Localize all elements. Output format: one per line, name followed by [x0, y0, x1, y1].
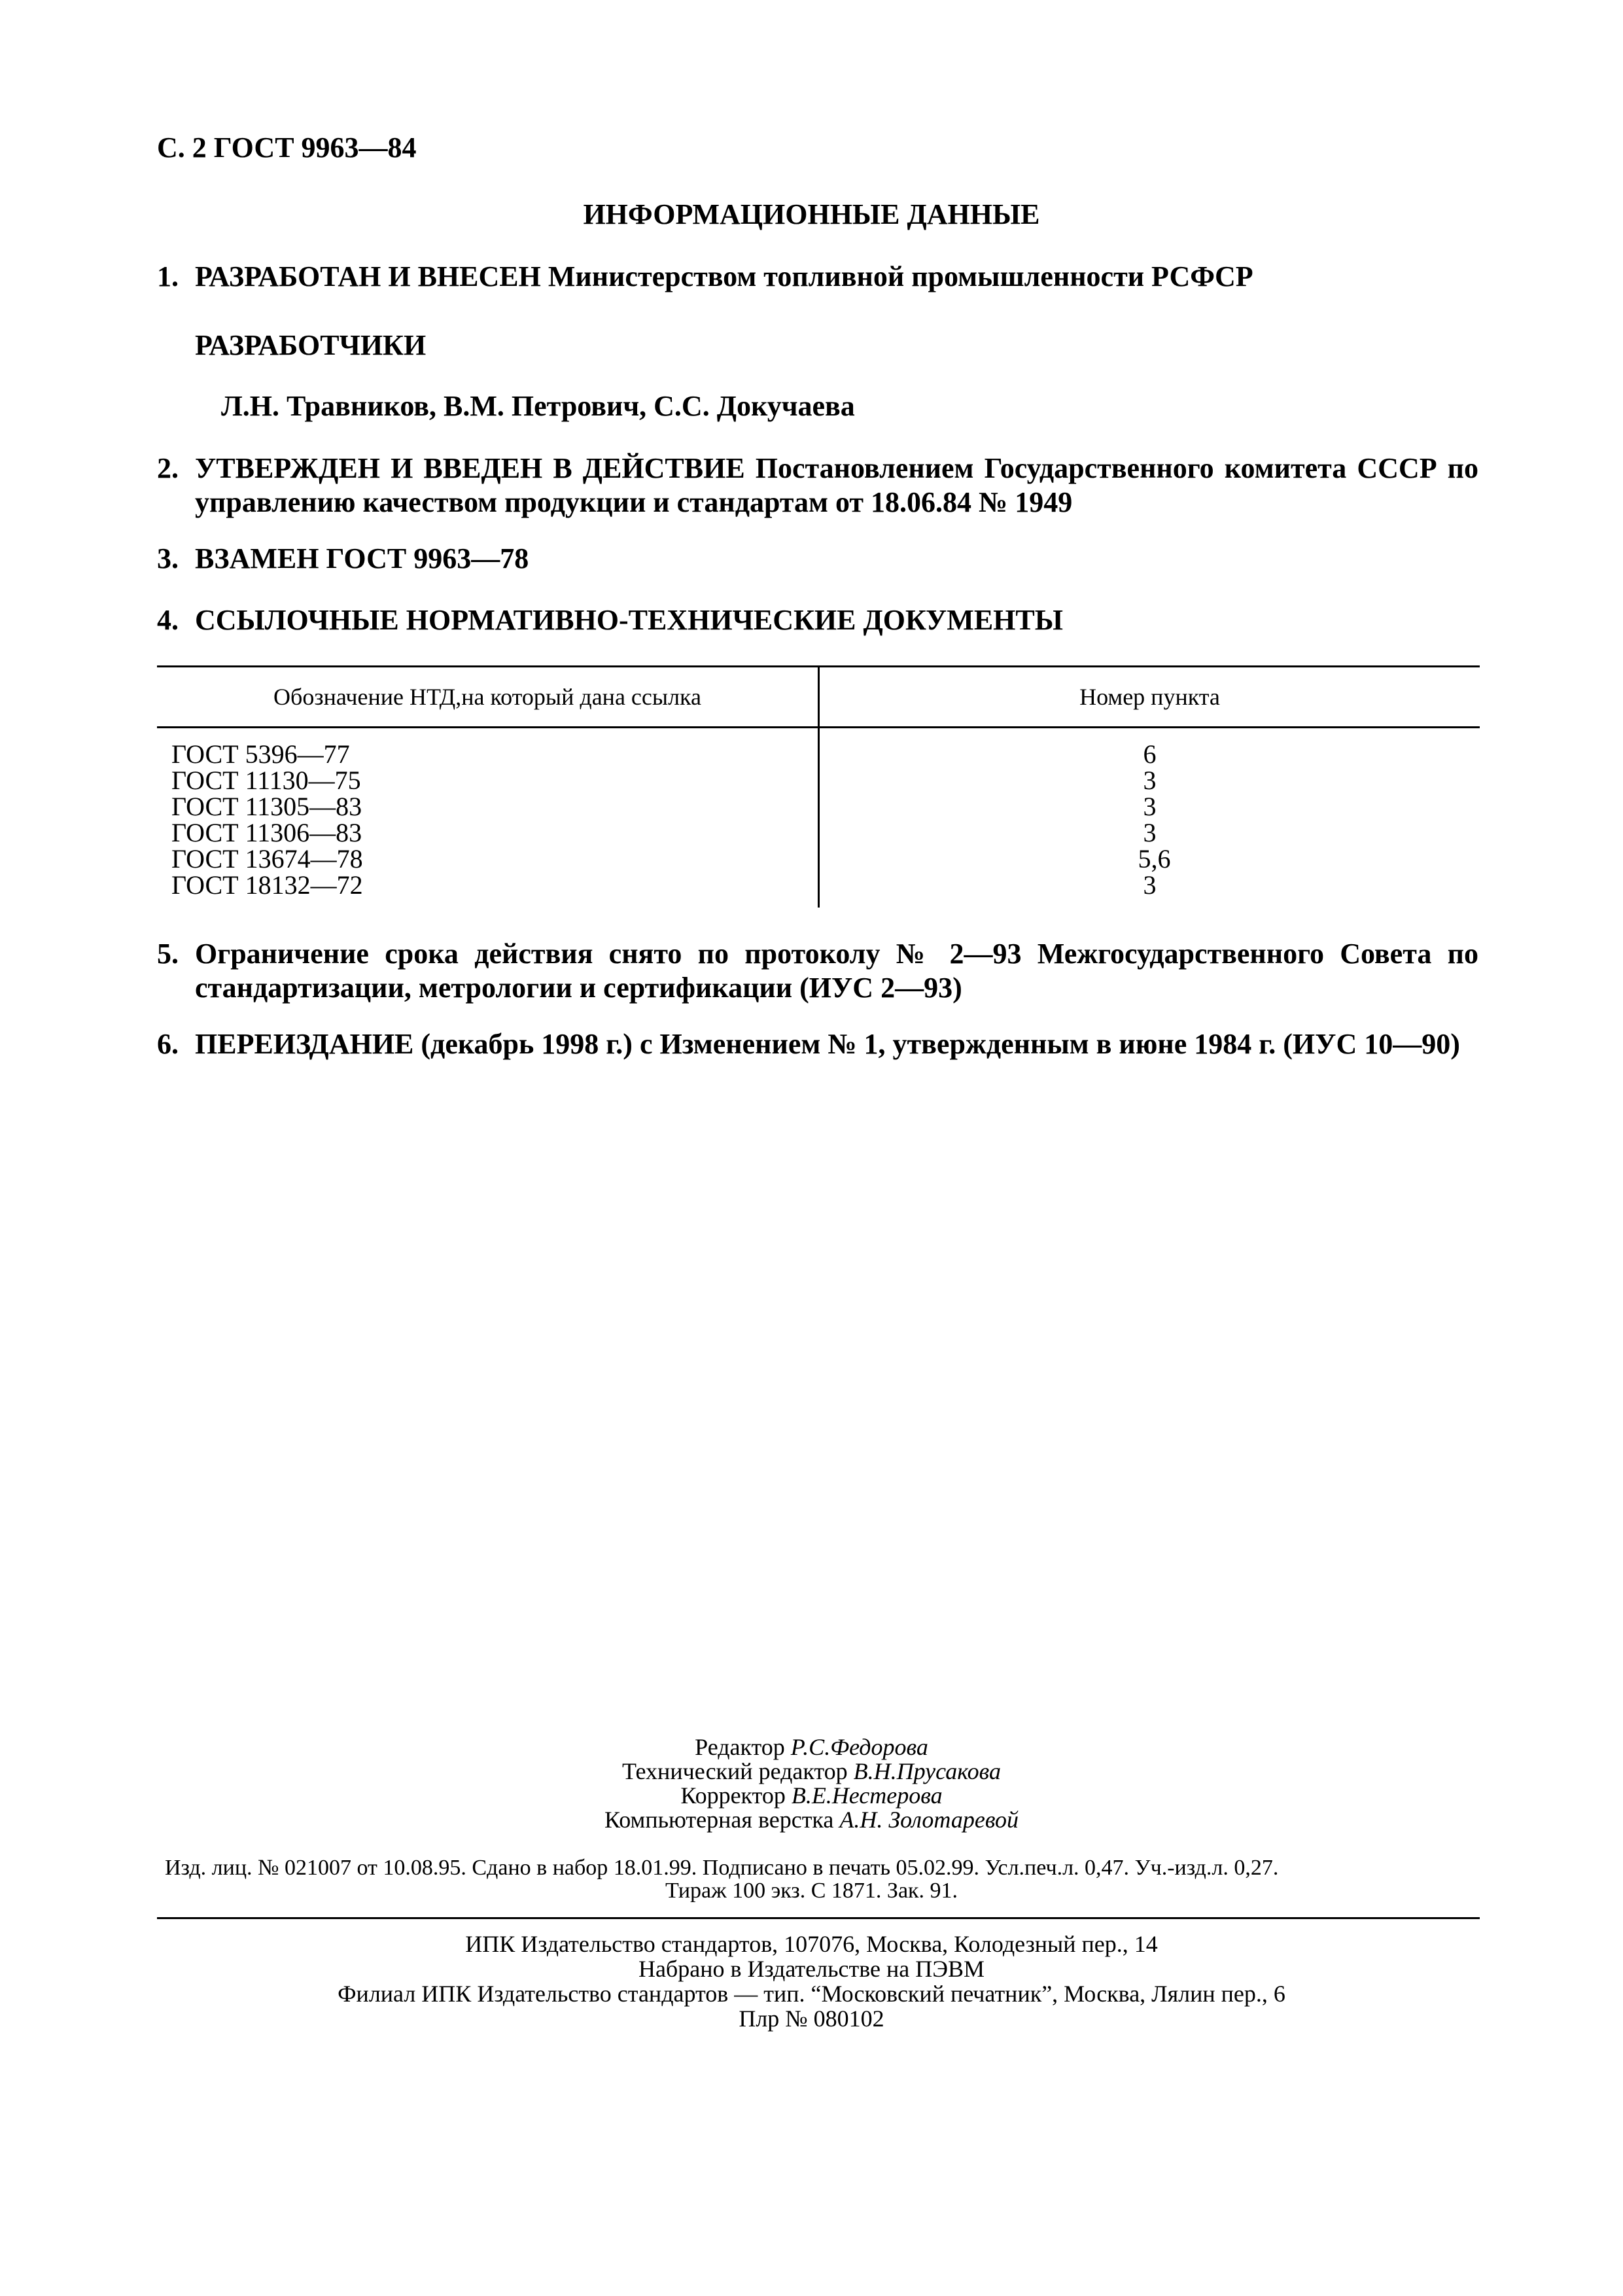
colophon-editor — [0, 1735, 1623, 1759]
clause-cell: 3 — [1143, 870, 1157, 900]
editor-label: Редактор — [695, 1734, 785, 1760]
table-header-row — [157, 667, 1480, 728]
info-item-4 — [157, 603, 1478, 637]
reference-documents-table — [157, 665, 1480, 908]
table-row — [157, 820, 1480, 846]
table-row — [157, 846, 1480, 872]
page-header: С. 2 ГОСТ 9963—84 — [157, 132, 417, 164]
tech-editor-name: В.Н.Прусакова — [853, 1758, 1002, 1784]
item-text: ССЫЛОЧНЫЕ НОРМАТИВНО-ТЕХНИЧЕСКИЕ ДОКУМЕНТЫ — [195, 604, 1063, 636]
table-row — [157, 872, 1480, 908]
document-cell: ГОСТ 11306—83 — [157, 820, 819, 846]
item-text: РАЗРАБОТАН И ВНЕСЕН Министерством топливной промышленности РСФСР — [195, 260, 1253, 292]
editor-name: Р.С.Федорова — [790, 1734, 928, 1760]
colophon-tech-editor — [0, 1759, 1623, 1784]
column-header-document: Обозначение НТД,на который дана ссылка — [157, 667, 819, 728]
colophon-proofreader — [0, 1784, 1623, 1808]
document-cell: ГОСТ 11305—83 — [157, 794, 819, 820]
layout-label: Компьютерная верстка — [604, 1807, 834, 1833]
item-number: 5. — [157, 938, 179, 970]
imprint-line-2: Тираж 100 экз. С 1871. Зак. 91. — [665, 1879, 958, 1903]
clause-cell: 3 — [1143, 818, 1157, 847]
info-item-2 — [157, 451, 1478, 520]
publisher-line-4: Плр № 080102 — [739, 2005, 884, 2032]
developers-heading: РАЗРАБОТЧИКИ — [195, 329, 427, 361]
publisher-block — [0, 1932, 1623, 2031]
item-number: 6. — [157, 1028, 179, 1060]
item-number: 1. — [157, 260, 179, 292]
divider-rule — [157, 1917, 1480, 1919]
clause-cell: 3 — [1143, 792, 1157, 821]
publisher-line-3: Филиал ИПК Издательство стандартов — тип. “Московский печатник”, Москва, Лялин пер., 6 — [338, 1981, 1285, 2007]
document-cell: ГОСТ 11130—75 — [157, 768, 819, 794]
info-item-6 — [157, 1027, 1478, 1061]
proofreader-name: В.Е.Нестерова — [791, 1782, 943, 1809]
info-item-3 — [157, 542, 1478, 576]
developers-list: Л.Н. Травников, В.М. Петрович, С.С. Докучаева — [221, 390, 855, 422]
item-text: Ограничение срока действия снято по протоколу № 2—93 Межгосударственного Совета по стандартизации, метрологии и сертификации (ИУС 2—93) — [195, 938, 1478, 1004]
info-item-1 — [157, 260, 1478, 294]
tech-editor-label: Технический редактор — [621, 1758, 848, 1784]
clause-cell: 3 — [1143, 766, 1157, 795]
document-cell: ГОСТ 5396—77 — [157, 728, 819, 768]
item-text: ВЗАМЕН ГОСТ 9963—78 — [195, 542, 529, 574]
proofreader-label: Корректор — [680, 1782, 786, 1809]
colophon-layout — [0, 1808, 1623, 1832]
imprint-line-1: Изд. лиц. № 021007 от 10.08.95. Сдано в набор 18.01.99. Подписано в печать 05.02.99. Усл.печ.л. 0,47. Уч.-изд.л. 0,27. — [165, 1856, 1279, 1880]
table-row — [157, 768, 1480, 794]
publisher-line-1: ИПК Издательство стандартов, 107076, Москва, Колодезный пер., 14 — [465, 1931, 1158, 1957]
item-number: 2. — [157, 452, 179, 484]
item-number: 4. — [157, 604, 179, 636]
column-header-clause: Номер пункта — [819, 667, 1480, 728]
clause-cell: 5,6 — [1138, 844, 1171, 874]
document-cell: ГОСТ 18132—72 — [157, 872, 819, 908]
item-text: ПЕРЕИЗДАНИЕ (декабрь 1998 г.) с Изменением № 1, утвержденным в июне 1984 г. (ИУС 10—90) — [195, 1028, 1460, 1060]
document-cell: ГОСТ 13674—78 — [157, 846, 819, 872]
info-item-5 — [157, 937, 1478, 1005]
item-number: 3. — [157, 542, 179, 574]
table-row — [157, 794, 1480, 820]
clause-cell: 6 — [1143, 739, 1157, 769]
layout-name: А.Н. Золотаревой — [839, 1807, 1019, 1833]
item-text: УТВЕРЖДЕН И ВВЕДЕН В ДЕЙСТВИЕ Постановлением Государственного комитета СССР по управлению качеством продукции и стандартам от 18.06.84 № 1949 — [195, 452, 1478, 518]
publisher-line-2: Набрано в Издательстве на ПЭВМ — [638, 1956, 985, 1982]
table-row — [157, 728, 1480, 768]
section-title: ИНФОРМАЦИОННЫЕ ДАННЫЕ — [583, 198, 1040, 230]
